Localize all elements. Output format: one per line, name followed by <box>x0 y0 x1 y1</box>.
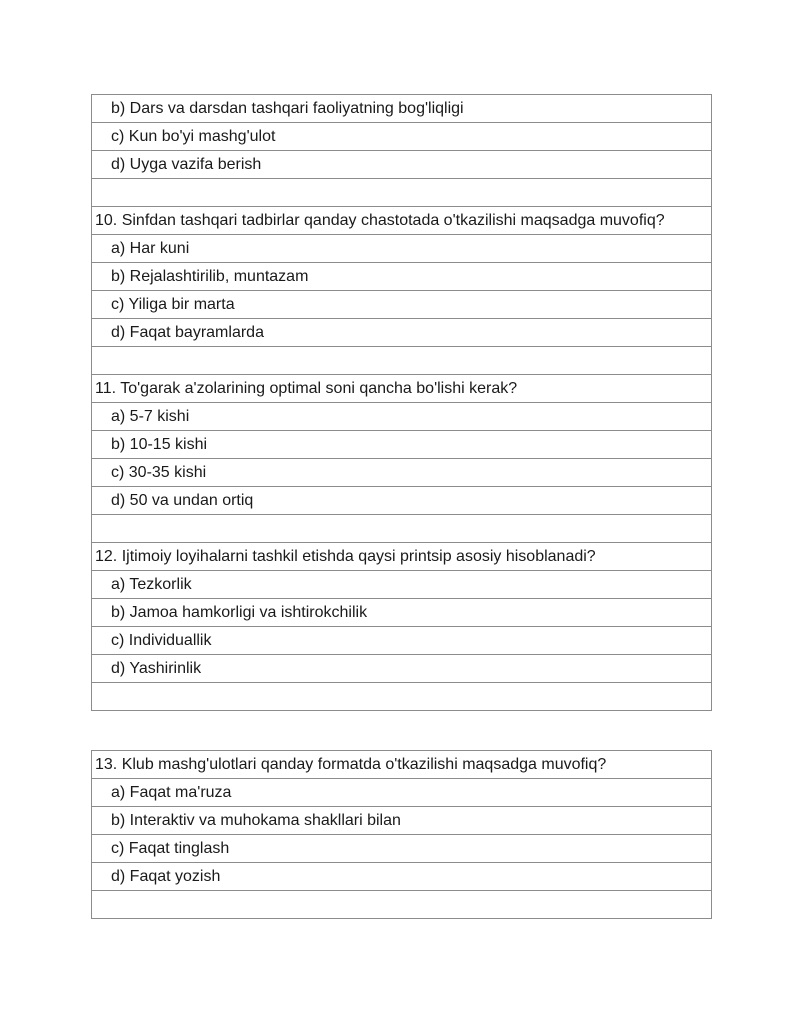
answer-option: a) 5-7 kishi <box>92 403 711 431</box>
question-text: 11. To'garak a'zolarining optimal soni qancha bo'lishi kerak? <box>92 375 711 403</box>
answer-option: c) Individuallik <box>92 627 711 655</box>
answer-option: c) Faqat tinglash <box>92 835 711 863</box>
answer-option: a) Tezkorlik <box>92 571 711 599</box>
answer-option: d) Faqat bayramlarda <box>92 319 711 347</box>
question-text: 10. Sinfdan tashqari tadbirlar qanday chastotada o'tkazilishi maqsadga muvofiq? <box>92 207 711 235</box>
answer-option: c) Kun bo'yi mashg'ulot <box>92 123 711 151</box>
answer-option: a) Faqat ma'ruza <box>92 779 711 807</box>
answer-option: c) Yiliga bir marta <box>92 291 711 319</box>
answer-option: d) Faqat yozish <box>92 863 711 891</box>
answer-option: c) 30-35 kishi <box>92 459 711 487</box>
empty-row <box>92 891 711 919</box>
answer-option: b) Rejalashtirilib, muntazam <box>92 263 711 291</box>
answer-option: b) 10-15 kishi <box>92 431 711 459</box>
question-text: 12. Ijtimoiy loyihalarni tashkil etishda qaysi printsip asosiy hisoblanadi? <box>92 543 711 571</box>
answer-option: b) Jamoa hamkorligi va ishtirokchilik <box>92 599 711 627</box>
question-text: 13. Klub mashg'ulotlari qanday formatda o'tkazilishi maqsadga muvofiq? <box>92 751 711 779</box>
answer-option: d) Yashirinlik <box>92 655 711 683</box>
empty-row <box>92 179 711 207</box>
answer-option: d) Uyga vazifa berish <box>92 151 711 179</box>
answer-option: b) Dars va darsdan tashqari faoliyatning bog'liqligi <box>92 95 711 123</box>
quiz-table-2 <box>91 750 712 919</box>
answer-option: b) Interaktiv va muhokama shakllari bilan <box>92 807 711 835</box>
answer-option: a) Har kuni <box>92 235 711 263</box>
empty-row <box>92 683 711 711</box>
empty-row <box>92 515 711 543</box>
answer-option: d) 50 va undan ortiq <box>92 487 711 515</box>
empty-row <box>92 347 711 375</box>
quiz-table-1 <box>91 94 712 711</box>
